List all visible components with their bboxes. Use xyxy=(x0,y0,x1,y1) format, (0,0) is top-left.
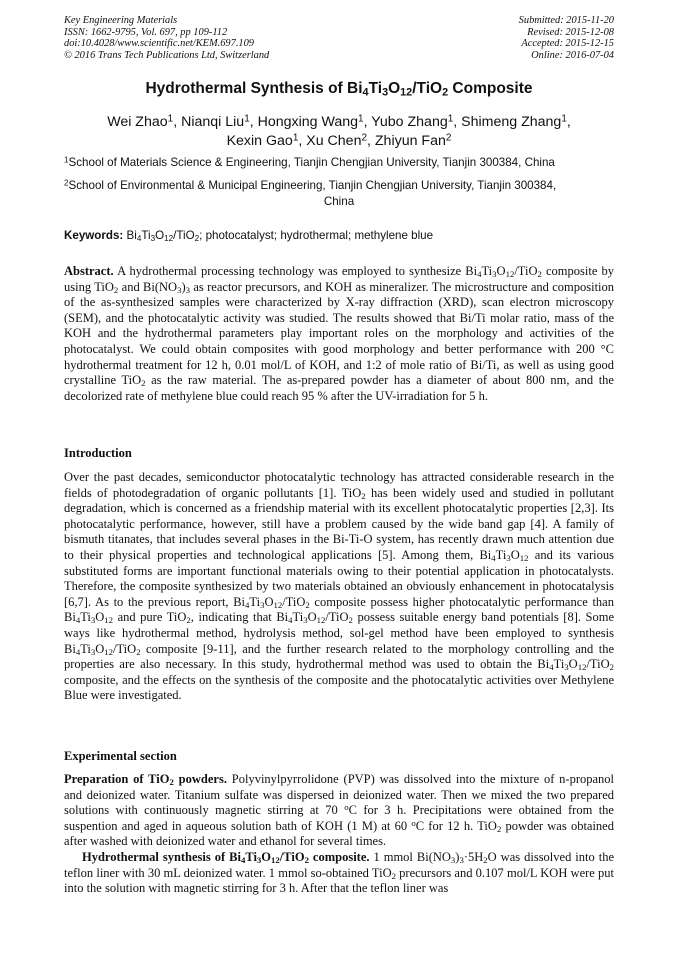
section-heading-experimental: Experimental section xyxy=(64,749,177,763)
author: Xu Chen xyxy=(306,133,362,149)
issn: ISSN: 1662-9795, Vol. 697, pp 109-112 xyxy=(64,26,228,38)
journal-name: Key Engineering Materials xyxy=(64,15,178,26)
copyright: © 2016 Trans Tech Publications Ltd, Switzerland xyxy=(64,49,270,61)
experimental-text xyxy=(64,772,614,897)
introduction-text: Over the past decades, semiconductor photocatalytic technology has attracted considerable research in the fields of photodegradation of organic pollutants [1]. TiO$_2$ has been widely used and studied in pollutant degradation, which is concerned as a friendship material with its excellent photocatalytic properties [2,3]. Its photocatalytic performance, however, still have a problem caused by the wide band gap [4]. A family of bismuth titanates, that includes several phases in the Bi-Ti-O system, has recently drawn much attention due to their physical properties and technological applications [5]. Among them, $Bi_4Ti_3O_{12}$ and its various substituted forms are important functional materials owing to their potential application in photocatalysts. Therefore, the composite synthesized by two materials obtained an obviously enhancement in photocatalysis [6,7]. As to the previous report, $Bi_4Ti_3O_{12}/TiO_2$ composite possess higher photocatalytic performance than $Bi_4Ti_3O_{12}$ and pure TiO$_2$, indicating that $Bi_4Ti_3O_{12}/TiO_2$ possess suitable energy band potentials [8]. Some ways like hydrothermal method, hydrolysis method, sol-gel method have been employed to synthesis $Bi_4Ti_3O_{12}/TiO_2$ composite [9-11], and the further research related to the morphology controlling and the properties are also necessary. In this study, hydrothermal method was used to obtain the $Bi_4Ti_3O_{12}/TiO_2$ composite, and the effects on the synthesis of the composite and the photocatalytic activities over Methylene Blue were investigated. xyxy=(64,470,615,703)
section-heading-introduction: Introduction xyxy=(64,446,132,460)
accepted-date: Accepted: 2015-12-15 xyxy=(521,38,614,49)
paper-title: Hydrothermal Synthesis of $Bi_4Ti_3O_{12}/TiO_2$ Composite xyxy=(145,80,533,99)
author: Shimeng Zhang xyxy=(461,114,562,130)
author: Wei Zhao xyxy=(107,114,168,130)
author: Kexin Gao xyxy=(226,133,293,149)
submitted-date: Submitted: 2015-11-20 xyxy=(518,15,614,26)
affiliation-2: $^2$School of Environmental & Municipal Engineering, Tianjin Chengjian University, Tianjin 300384, China xyxy=(64,178,557,208)
affiliation-1: $^1$School of Materials Science & Engineering, Tianjin Chengjian University, Tianjin 300384, China xyxy=(64,155,555,169)
author: Hongxing Wang xyxy=(257,114,359,130)
author-list: Wei Zhao$^1$, Nianqi Liu$^1$, Hongxing Wang$^1$, Yubo Zhang$^1$, Shimeng Zhang$^1$, Kexin Gao$^1$, Xu Chen$^2$, Zhiyun Fan$^2$ xyxy=(107,113,571,149)
keywords: Keywords: $Bi_4Ti_3O_{12}/TiO_2$; photocatalyst; hydrothermal; methylene blue xyxy=(64,229,434,244)
author: Yubo Zhang xyxy=(371,114,448,130)
author: Nianqi Liu xyxy=(181,114,245,130)
abstract: Abstract. A hydrothermal processing technology was employed to synthesize $Bi_4Ti_3O_{12}/TiO_2$ composite by using TiO$_2$ and $Bi(NO_3)_3$ as reactor precursors, and KOH as mineralizer. The microstructure and composition of the as-synthesized samples were characterized by X-ray diffraction (XRD), scan electron microscopy (SEM), and the photocatalytic activity was studied. The results showed that Bi/Ti molar ratio, mass of the KOH and the hydrothermal parameters play important roles on the morphology and activities of the photocatalyst. We could obtain composites with good morphology and better performance with 200 °C hydrothermal treatment for 12 h, 0.01 mol/L of KOH, and 1:2 of mole ratio of Bi/Ti, as well as using good crystalline TiO$_2$ as the raw material. The as-prepared powder has a diameter of about 800 nm, and the decolorized rate of methylene blue could reach 95 % after the UV-irradiation for 5 h. xyxy=(64,264,615,403)
revised-date: Revised: 2015-12-08 xyxy=(527,26,614,38)
online-date: Online: 2016-07-04 xyxy=(531,49,614,61)
paragraph-hydrothermal-synthesis: Hydrothermal synthesis of $Bi_4Ti_3O_{12}/TiO_2$ composite. 1 mmol $Bi(NO_3)_3\cdot 5H_2O$ was dissolved into the teflon liner with 30 mL deionized water. 1 mmol so-obtained TiO$_2$ precursors and 0.107 mol/L KOH were put into the solution with magnetic stirring for 3 h. After that the teflon liner was xyxy=(64,849,615,896)
dates-header xyxy=(519,15,614,61)
doi: doi:10.4028/www.scientific.net/KEM.697.109 xyxy=(64,38,254,49)
journal-header xyxy=(64,15,269,61)
author: Zhiyun Fan xyxy=(374,133,446,149)
paragraph-tio2-preparation: Preparation of TiO$_2$ powders. Polyvinylpyrrolidone (PVP) was dissolved into the mixture of n-propanol and deionized water. Titanium sulfate was dispersed in deionized water. Then we mixed the two prepared solutions with continuously magnetic stirring at 70 $^o$C for 3 h. Precipitations were obtained from the suspention and aged in aqueous solution bath of KOH (1 M) at 60 $^o$C for 12 h. TiO$_2$ powder was obtained after washed with deionized water and ethanol for several times. xyxy=(64,772,615,849)
